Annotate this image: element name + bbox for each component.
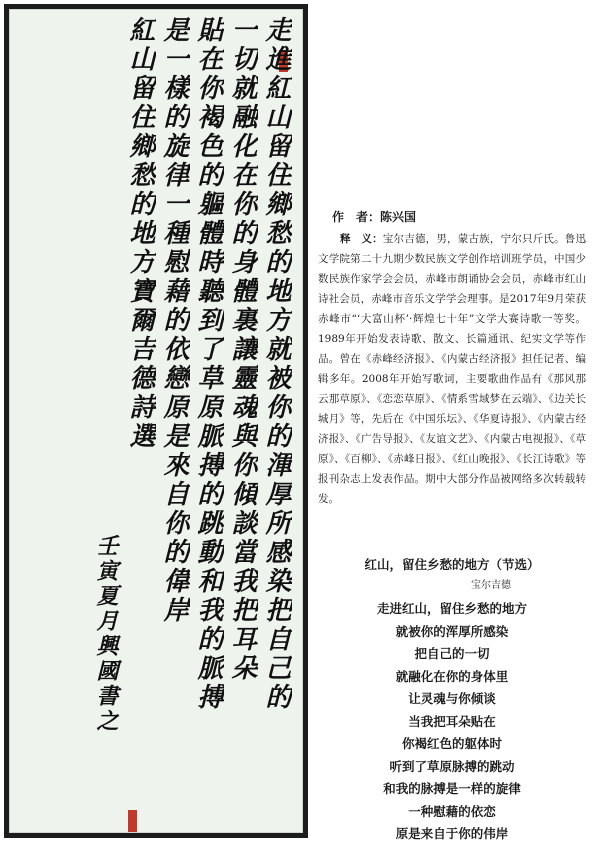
author-label: 作 者： <box>332 210 381 224</box>
calligraphy-column-5: 紅山留住鄉愁的地方寶爾吉德詩選 <box>125 16 155 451</box>
author-name: 陈兴国 <box>380 210 417 224</box>
poem-line: 让灵魂与你倾谈 <box>408 691 496 706</box>
poem <box>318 556 586 846</box>
note-label: 释 义： <box>340 233 383 245</box>
poem-title: 红山，留住乡愁的地方（节选） <box>364 557 540 572</box>
author-info <box>318 207 586 509</box>
poem-line: 一种慰藉的依恋 <box>408 803 496 819</box>
poem-line: 就融化在你的身体里 <box>395 668 509 684</box>
poem-line: 就被你的浑厚所感染 <box>395 623 509 639</box>
poem-line: 听到了草原脉搏的跳动 <box>389 758 515 774</box>
calligraphy-column-4: 是一樣的旋律一種慰藉的依戀原是來自你的偉岸 <box>159 16 189 625</box>
calligraphy-column-2: 一切就融化在你的身體裏讓靈魂與你傾談當我把耳朵 <box>227 16 257 683</box>
poem-author: 宝尔吉德 <box>471 580 511 591</box>
poem-line: 把自己的一切 <box>414 646 490 661</box>
poem-line: 和我的脉搏是一样的旋律 <box>383 781 521 796</box>
calligraphy-scroll <box>4 4 308 838</box>
poem-line: 你褐红色的躯体时 <box>401 736 502 751</box>
author-bio <box>318 229 586 509</box>
calligraphy-column-3: 貼在你褐色的軀體時聽到了草原脈搏的跳動和我的脈搏 <box>193 16 223 712</box>
author-line <box>318 207 586 227</box>
calligraphy-column-1: 走進紅山留住鄉愁的地方就被你的渾厚所感染把自己的 <box>261 16 291 712</box>
poem-line: 走进红山，留住乡愁的地方 <box>376 601 527 616</box>
note-text: 宝尔吉德，男，蒙古族，宁尔只斤氏。鲁迅文学院第二十九期少数民族文学创作培训班学员，中国少数民族作家学会会员，赤峰市朗诵协会会员，赤峰市红山诗社会员，赤峰市音乐文学学会理事。是2017年9月荣获赤峰市“‘大富山杯’·辉煌七十年”文学大赛诗歌一等奖。1989年开始发表诗歌、散文、长篇通讯、纪实文学等作品。曾在《赤峰经济报》、《内蒙古经济报》担任记者、编辑多年。2008年开始写歌词，主要歌曲作品有《那风那云那草原》、《恋恋草原》、《情系雪域梦在云端》、《边关长城月》等，先后在《中国乐坛》、《华夏诗报》、《内蒙古经济报》、《广告导报》、《友谊文艺》、《内蒙古电视报》、《草原》、《百柳》、《赤峰日报》、《红山晚报》、《长江诗歌》等报刊杂志上发表作品。期中大部分作品被网络多次转载转发。 <box>318 233 587 505</box>
calligraphy-paper <box>9 9 303 833</box>
seal-stamp-bottom <box>128 810 137 832</box>
poem-line: 当我把耳朵贴在 <box>408 713 496 729</box>
calligraphy-columns <box>89 16 292 826</box>
poem-line: 原是来自于你的伟岸 <box>395 826 509 841</box>
calligraphy-signature: 壬寅夏月興國書之 <box>93 534 119 734</box>
